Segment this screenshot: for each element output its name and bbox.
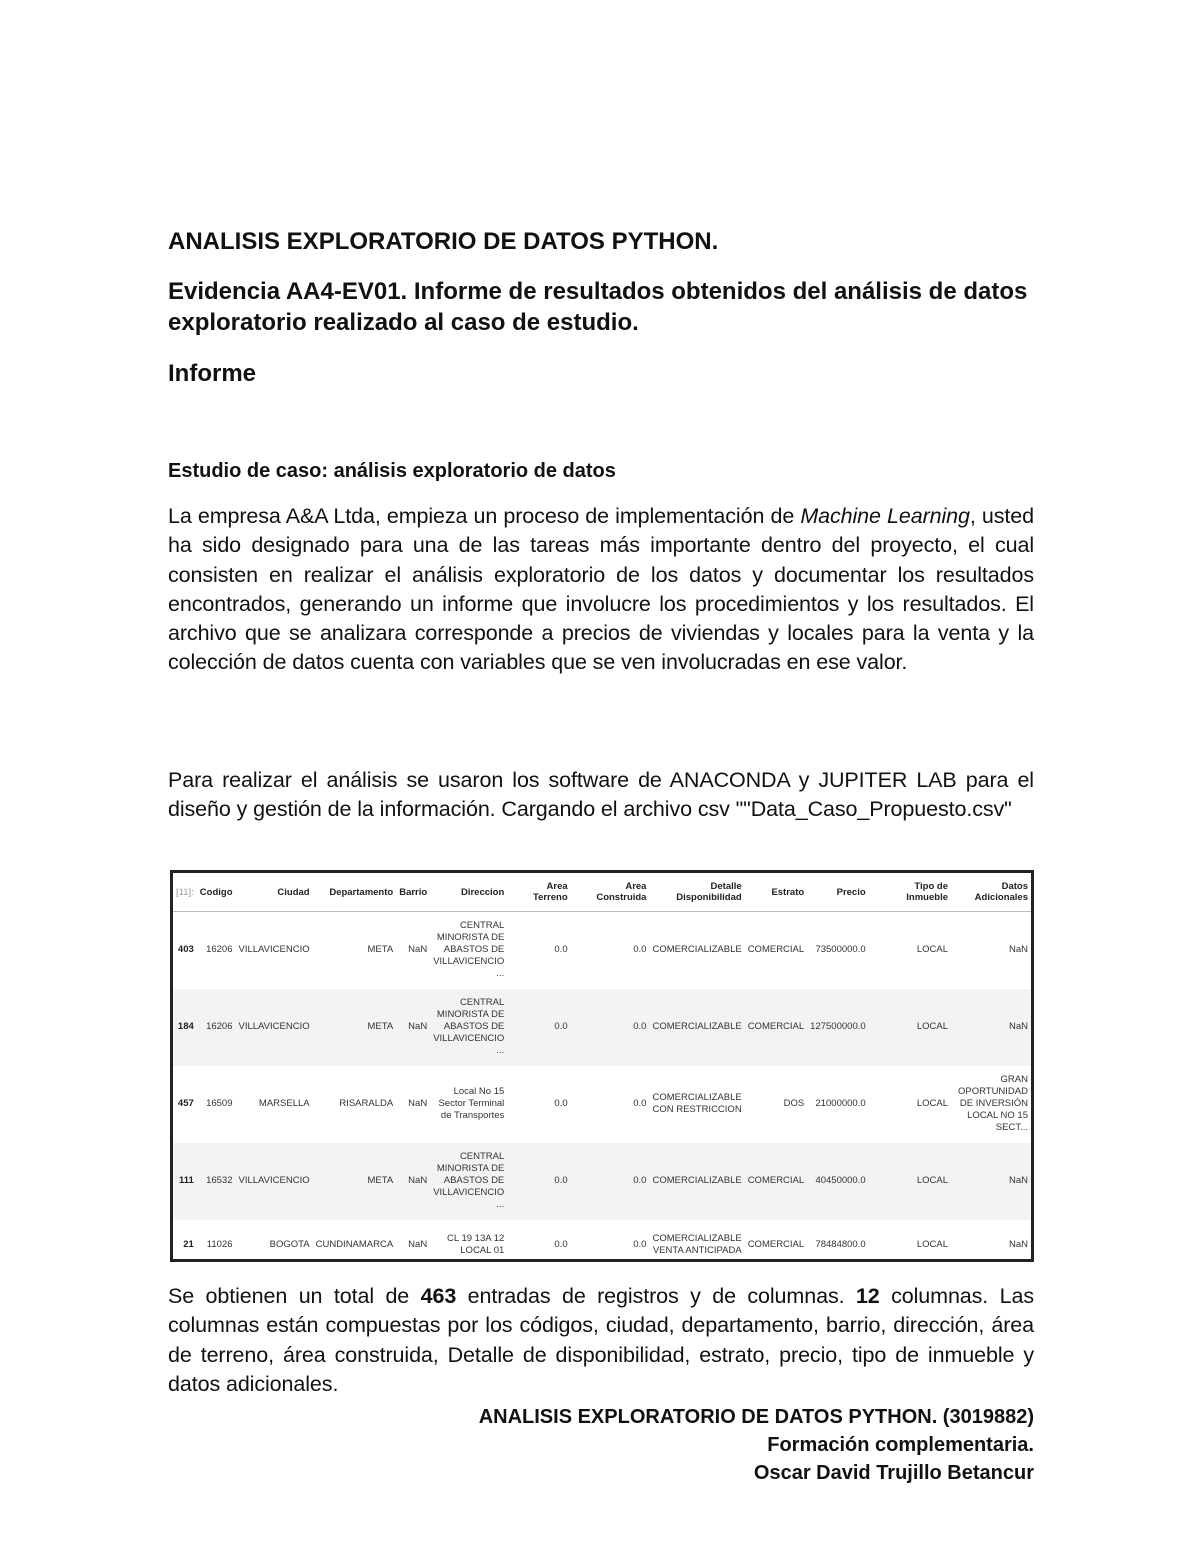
table-cell: 0.0	[633, 1238, 647, 1250]
table-cell: NaN	[1008, 944, 1028, 956]
table-cell: NaN	[396, 1143, 430, 1220]
table-cell: 40450000.0	[807, 1143, 868, 1220]
table-cell: GRAN OPORTUNIDAD DE INVERSIÓN LOCAL NO 15 SECT...	[957, 1074, 1028, 1133]
column-header: Estrato	[745, 873, 807, 912]
table-row	[173, 1066, 1031, 1143]
table-cell: 16206	[197, 989, 236, 1066]
table-cell: COMERCIALIZABLE CON RESTRICCION	[652, 1092, 742, 1115]
table-cell: 0.0	[554, 944, 568, 956]
table-cell: VILLAVICENCIO	[236, 1143, 313, 1220]
row-index: 184	[173, 989, 197, 1066]
table-cell: 0.0	[554, 1098, 568, 1109]
table-cell: META	[367, 944, 394, 956]
total-columns-value: 12	[855, 1284, 880, 1308]
table-row	[173, 1220, 1031, 1263]
table-cell: LOCAL	[916, 1238, 948, 1250]
table-cell: 127500000.0	[807, 989, 868, 1066]
table-cell: META	[313, 989, 397, 1066]
table-cell: NaN	[1008, 1238, 1028, 1250]
row-index: 21	[183, 1238, 194, 1250]
table-cell: COMERCIALIZABLE VENTA ANTICIPADA	[652, 1232, 742, 1256]
column-header: Area Construida	[571, 873, 650, 912]
column-header: Detalle Disponibilidad	[649, 873, 744, 912]
table-cell: VILLAVICENCIO	[236, 989, 313, 1066]
table-cell: CENTRAL MINORISTA DE ABASTOS DE VILLAVICENCIO ...	[433, 920, 505, 980]
table-row	[173, 912, 1031, 989]
table-cell: LOCAL	[869, 989, 951, 1066]
table-cell: RISARALDA	[339, 1098, 394, 1109]
table-cell: 16509	[206, 1098, 233, 1109]
footer-program: Formación complementaria.	[767, 1434, 1034, 1456]
intro-emphasis: Machine Learning	[800, 504, 970, 528]
column-header: Datos Adicionales	[951, 873, 1031, 912]
intro-text-2: , usted ha sido designado para una de las tareas más importante dentro del proyecto, el cual consisten en realizar el análisis exploratorio de los datos y documentar los resultados encontrados, generando un informe que involucre los procedimientos y los resultados. El archivo que se analizara corresponde a precios de viviendas y locales para la venta y la colección de datos cuenta con variables que se ven involucradas en ese valor.	[168, 504, 1034, 675]
table-cell: 21000000.0	[815, 1098, 866, 1109]
dataframe-screenshot	[170, 870, 1034, 1262]
case-study-heading: Estudio de caso: análisis exploratorio de datos	[168, 460, 616, 482]
dataframe-table	[173, 873, 1031, 1262]
table-cell: COMERCIAL	[745, 989, 807, 1066]
column-header: Barrio	[396, 873, 430, 912]
column-header: Tipo de Inmueble	[869, 873, 951, 912]
table-row	[173, 989, 1031, 1066]
table-cell: NaN	[951, 989, 1031, 1066]
table-cell: COMERCIALIZABLE	[649, 1143, 744, 1220]
table-cell: 0.0	[633, 1098, 647, 1109]
intro-paragraph	[168, 502, 1034, 678]
table-cell: COMERCIALIZABLE	[649, 989, 744, 1066]
column-header: Area Terreno	[507, 873, 570, 912]
table-cell: Local No 15 Sector Terminal de Transportes	[438, 1086, 505, 1121]
table-cell: 16532	[197, 1143, 236, 1220]
footer-course-title: ANALISIS EXPLORATORIO DE DATOS PYTHON. (3019882)	[478, 1406, 1034, 1428]
table-cell: 73500000.0	[815, 944, 866, 956]
table-cell: COMERCIALIZABLE	[652, 944, 742, 956]
table-cell: LOCAL	[916, 1098, 948, 1109]
results-text-1: Se obtienen un total de	[168, 1284, 421, 1308]
table-header-row	[173, 873, 1031, 912]
evidence-heading: Evidencia AA4-EV01. Informe de resultados obtenidos del análisis de datos exploratorio realizado al caso de estudio.	[168, 278, 1028, 336]
document-title: ANALISIS EXPLORATORIO DE DATOS PYTHON.	[168, 228, 719, 255]
results-text-2: entradas de registros y de columnas.	[456, 1284, 856, 1308]
column-header: Ciudad	[236, 873, 313, 912]
table-cell: CL 19 13A 12 LOCAL 01	[447, 1232, 505, 1256]
table-cell: 0.0	[507, 989, 570, 1066]
table-cell: DOS	[783, 1098, 805, 1109]
table-cell: 0.0	[633, 944, 647, 956]
table-cell: COMERCIAL	[747, 944, 805, 956]
tools-paragraph: Para realizar el análisis se usaron los software de ANACONDA y JUPITER LAB para el diseño y gestión de la información. Cargando el archivo csv ""Data_Caso_Propuesto.csv"	[168, 768, 1034, 822]
column-header: Precio	[807, 873, 868, 912]
row-index: 403	[177, 944, 194, 956]
table-cell: 0.0	[554, 1238, 568, 1250]
table-cell: 11026	[206, 1238, 233, 1250]
intro-text-1: La empresa A&A Ltda, empieza un proceso de implementación de	[168, 504, 801, 528]
results-paragraph	[168, 1282, 1034, 1399]
table-cell: CUNDINAMARCA	[315, 1238, 394, 1250]
informe-heading: Informe	[168, 360, 257, 387]
results-text-3: columnas. Las columnas están compuestas por los códigos, ciudad, departamento, barrio, dirección, área de terreno, área construida, Detalle de disponibilidad, estrato, precio, tipo de inmueble y datos adicionales.	[168, 1284, 1034, 1396]
table-cell: 16206	[206, 944, 233, 956]
table-cell: NaN	[408, 944, 428, 956]
table-cell: NaN	[396, 989, 430, 1066]
table-cell: NaN	[951, 1143, 1031, 1220]
table-cell: COMERCIAL	[745, 1143, 807, 1220]
row-index: 111	[173, 1143, 197, 1220]
table-cell: 78484800.0	[815, 1238, 866, 1250]
table-cell: META	[313, 1143, 397, 1220]
row-index: 457	[177, 1098, 194, 1109]
table-row	[173, 1143, 1031, 1220]
column-header: Departamento	[313, 873, 397, 912]
table-cell: COMERCIAL	[747, 1238, 805, 1250]
table-cell: 0.0	[507, 1143, 570, 1220]
footer-author: Oscar David Trujillo Betancur	[753, 1462, 1034, 1484]
table-cell: CENTRAL MINORISTA DE ABASTOS DE VILLAVICENCIO ...	[430, 989, 507, 1066]
table-cell: NaN	[408, 1238, 428, 1250]
table-cell: NaN	[408, 1098, 428, 1109]
table-cell: 0.0	[571, 989, 650, 1066]
cell-execution-label: [11]:	[173, 873, 197, 912]
table-cell: CENTRAL MINORISTA DE ABASTOS DE VILLAVICENCIO ...	[430, 1143, 507, 1220]
table-cell: 0.0	[571, 1143, 650, 1220]
table-cell: VILLAVICENCIO	[238, 944, 310, 956]
table-cell: LOCAL	[916, 944, 948, 956]
table-cell: BOGOTA	[269, 1238, 310, 1250]
total-entries-value: 463	[420, 1284, 457, 1308]
table-cell: LOCAL	[869, 1143, 951, 1220]
column-header: Direccion	[430, 873, 507, 912]
table-cell: MARSELLA	[258, 1098, 310, 1109]
column-header: Codigo	[197, 873, 236, 912]
